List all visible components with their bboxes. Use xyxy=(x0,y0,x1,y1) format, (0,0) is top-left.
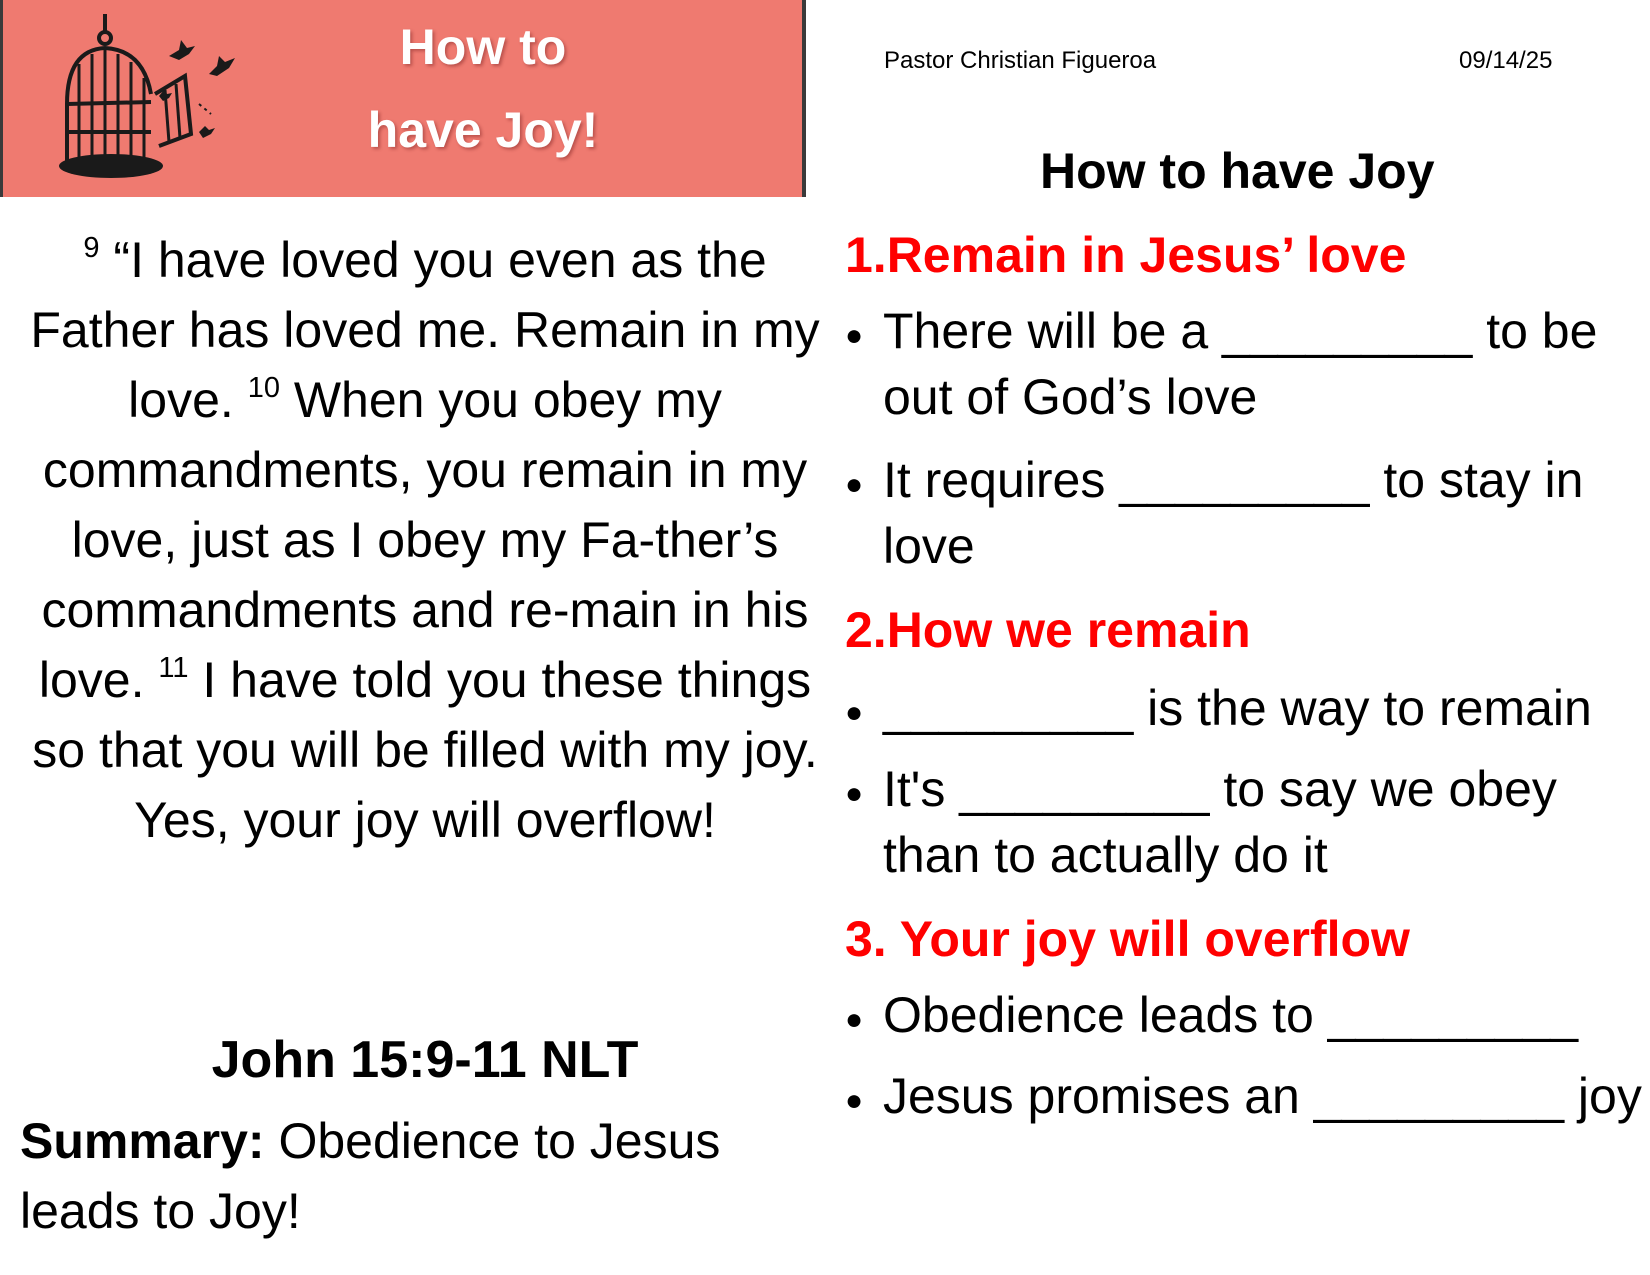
bullet-dot-icon: ● xyxy=(845,1084,864,1117)
verse-number-9: 9 xyxy=(83,232,100,264)
title-banner xyxy=(0,0,806,197)
summary xyxy=(20,1106,810,1246)
verse-number-10: 10 xyxy=(247,372,280,404)
bullet-text: Jesus promises an _________ joy xyxy=(883,1068,1642,1124)
bullet-text: Obedience leads to _________ xyxy=(883,987,1579,1043)
fill-in-bullet xyxy=(845,675,1645,741)
fill-in-bullet xyxy=(845,982,1645,1048)
fill-in-bullet xyxy=(845,447,1645,579)
bullet-dot-icon: ● xyxy=(845,468,864,501)
bullet-dot-icon: ● xyxy=(845,1003,864,1036)
birdcage-with-birds-icon xyxy=(59,14,249,194)
fill-in-bullet xyxy=(845,298,1645,430)
verse-number-11: 11 xyxy=(158,652,189,684)
pastor-name: Pastor Christian Figueroa xyxy=(884,47,1157,74)
fill-in-bullet xyxy=(845,1063,1645,1129)
banner-title-line-2: have Joy! xyxy=(367,102,599,158)
banner-title-line-1: How to xyxy=(399,19,567,75)
bullet-dot-icon: ● xyxy=(845,777,864,810)
bullet-dot-icon: ● xyxy=(845,696,864,729)
scripture-reference: John 15:9-11 NLT xyxy=(211,1031,639,1089)
summary-label: Summary: xyxy=(20,1113,265,1169)
point-heading: 2.How we remain xyxy=(845,602,1251,658)
point-heading: 1.Remain in Jesus’ love xyxy=(845,227,1407,283)
bullet-text: _________ is the way to remain xyxy=(883,680,1592,736)
bullet-dot-icon: ● xyxy=(845,319,864,352)
sermon-date: 09/14/25 xyxy=(1459,47,1553,74)
notes-title: How to have Joy xyxy=(1040,143,1435,199)
point-heading: 3. Your joy will overflow xyxy=(845,911,1410,967)
fill-in-bullet xyxy=(845,756,1645,888)
verse-11-text: I have told you these things so that you will be filled with my joy. Yes, your joy will overflow! xyxy=(32,652,818,848)
bullet-text: It requires _________ to stay in love xyxy=(883,452,1584,574)
verse-9-text: “I have loved you even as the Father has loved me. Remain in my love. xyxy=(30,232,820,428)
bullet-text: It's _________ to say we obey than to actually do it xyxy=(883,761,1557,883)
verse-10-text: When you obey my commandments, you remain in my love, just as I obey my Fa-ther’s commandments and re-main in his love. xyxy=(38,372,809,708)
scripture-passage xyxy=(20,225,830,855)
summary-text: Obedience to Jesus leads to Joy! xyxy=(20,1113,721,1239)
bullet-text: There will be a _________ to be out of God’s love xyxy=(883,303,1598,425)
